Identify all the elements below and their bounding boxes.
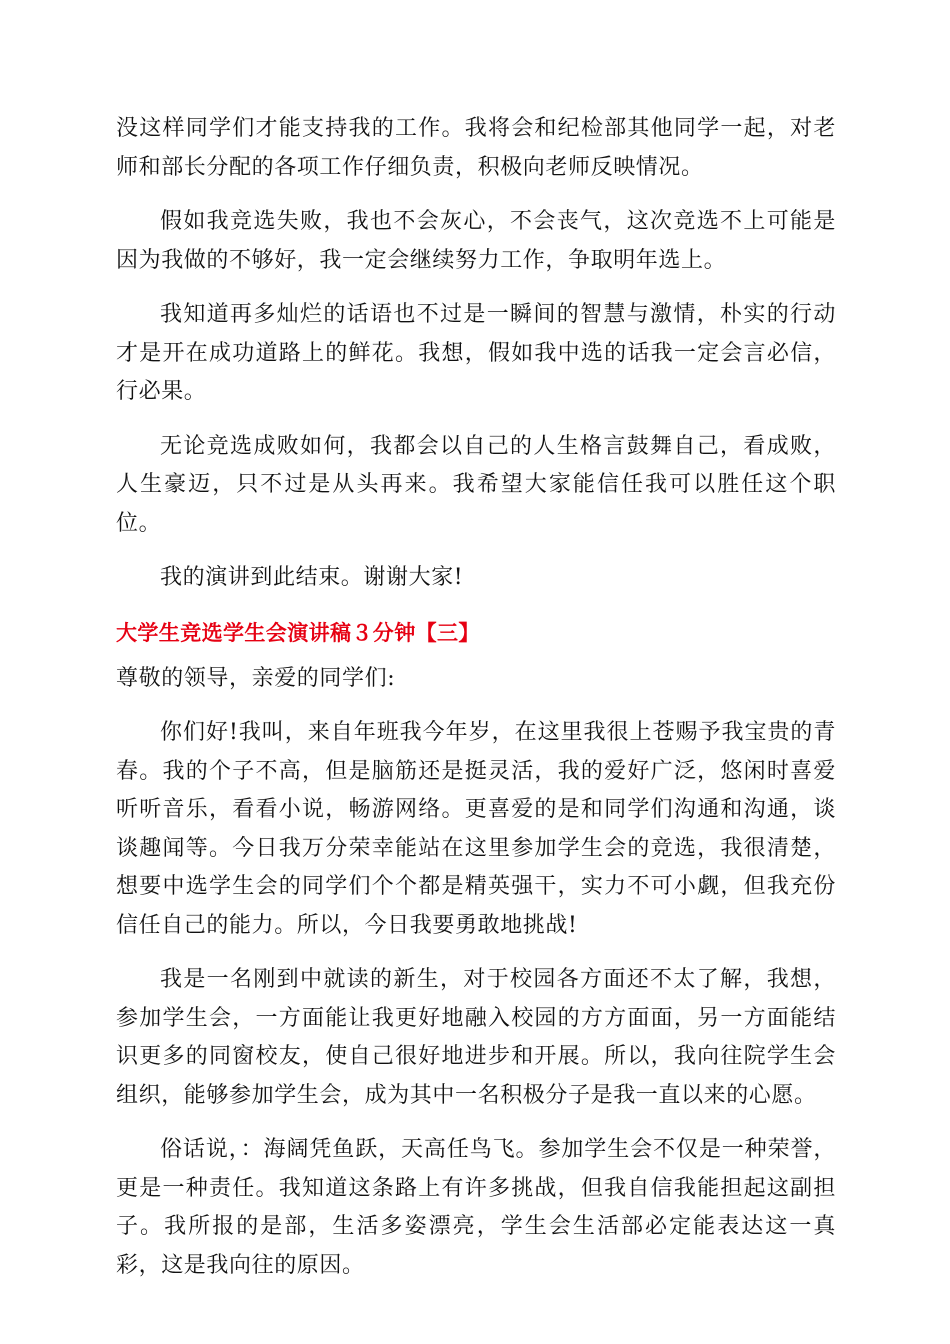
paragraph-continued: 没这样同学们才能支持我的工作。我将会和纪检部其他同学一起，对老师和部长分配的各项工作仔细负责，积极向老师反映情况。 [116, 116, 836, 180]
greeting-line: 尊敬的领导，亲爱的同学们: [116, 665, 396, 691]
document-body [116, 110, 836, 1301]
paragraph-closing: 我的演讲到此结束。谢谢大家! [160, 565, 464, 590]
paragraph-action: 我知道再多灿烂的话语也不过是一瞬间的智慧与激情，朴实的行动才是开在成功道路上的鲜花。我想，假如我中选的话我一定会言必信，行必果。 [116, 302, 836, 404]
paragraph-failure: 假如我竞选失败，我也不会灰心，不会丧气，这次竞选不上可能是因为我做的不够好，我一定会继续努力工作，争取明年选上。 [116, 209, 836, 273]
paragraph-motto: 无论竞选成败如何，我都会以自己的人生格言鼓舞自己，看成败，人生豪迈，只不过是从头再来。我希望大家能信任我可以胜任这个职位。 [116, 433, 836, 536]
paragraph-new-student: 我是一名刚到中就读的新生，对于校园各方面还不太了解，我想，参加学生会，一方面能让我更好地融入校园的方方面面，另一方面能结识更多的同窗校友，使自己很好地进步和开展。所以，我向往院学生会组织，能够参加学生会，成为其中一名积极分子是我一直以来的心愿。 [116, 967, 836, 1108]
section-heading: 大学生竞选学生会演讲稿３分钟【三】 [116, 620, 480, 645]
paragraph-introduction: 你们好!我叫，来自年班我今年岁，在这里我很上苍赐予我宝贵的青春。我的个子不高，但是脑筋还是挺灵活，我的爱好广泛，悠闲时喜爱听听音乐，看看小说，畅游网络。更喜爱的是和同学们沟通和沟通，谈谈趣闻等。今日我万分荣幸能站在这里参加学生会的竞选，我很清楚，想要中选学生会的同学们个个都是精英强干，实力不可小觑，但我充份信任自己的能力。所以，今日我要勇敢地挑战! [116, 720, 836, 938]
paragraph-responsibility: 俗话说，：海阔凭鱼跃，天高任鸟飞。参加学生会不仅是一种荣誉，更是一种责任。我知道这条路上有许多挑战，但我自信我能担起这副担子。我所报的是部，生活多姿漂亮，学生会生活部必定能表达这一真彩，这是我向往的原因。 [116, 1137, 836, 1278]
